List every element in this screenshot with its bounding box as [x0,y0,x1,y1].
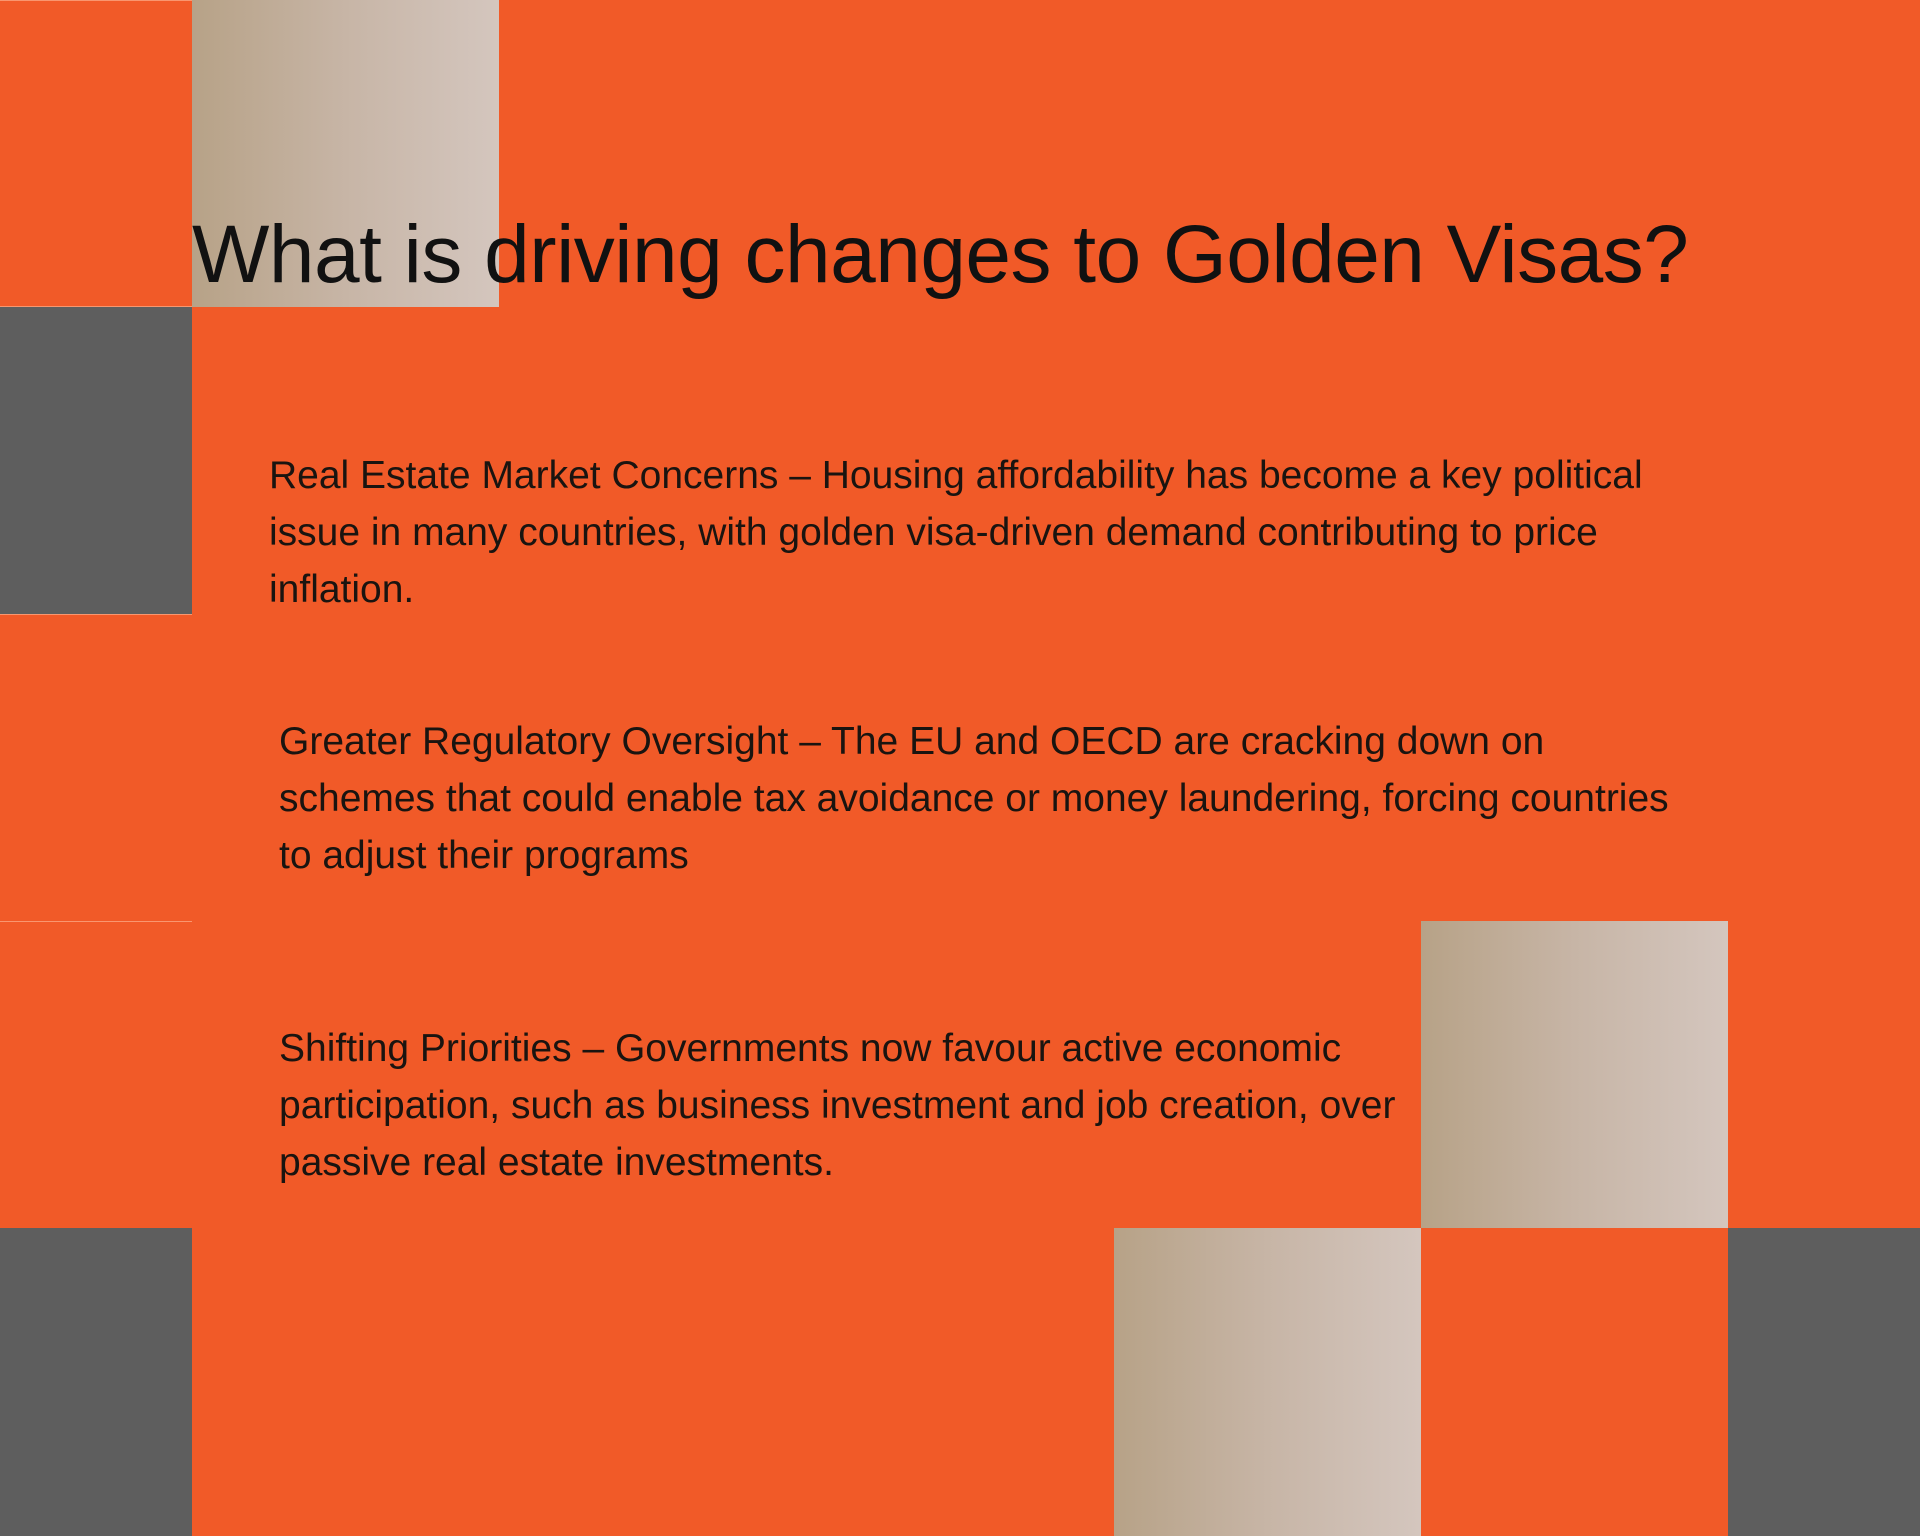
decor-seam [0,614,192,615]
decor-tile-gray-bottom-right [1728,1228,1920,1536]
slide-title: What is driving changes to Golden Visas? [192,209,1689,300]
decor-seam [0,306,192,307]
decor-seam [0,0,192,1]
decor-tile-gray-left-lower [0,1228,192,1536]
decor-tile-beige-right [1421,921,1728,1228]
decor-tile-gray-left-upper [0,307,192,614]
point-regulatory-oversight: Greater Regulatory Oversight – The EU and OECD are cracking down on schemes that could enable tax avoidance or money laundering, forcing countries to adjust their programs [279,720,1669,877]
decor-seam [0,921,192,922]
decor-tile-beige-bottom [1114,1228,1421,1536]
point-shifting-priorities: Shifting Priorities – Governments now favour active economic participation, such as business investment and job creation, over passive real estate investments. [279,1027,1396,1184]
point-real-estate-concerns: Real Estate Market Concerns – Housing affordability has become a key political issue in many countries, with golden visa-driven demand contributing to price inflation. [269,454,1643,611]
